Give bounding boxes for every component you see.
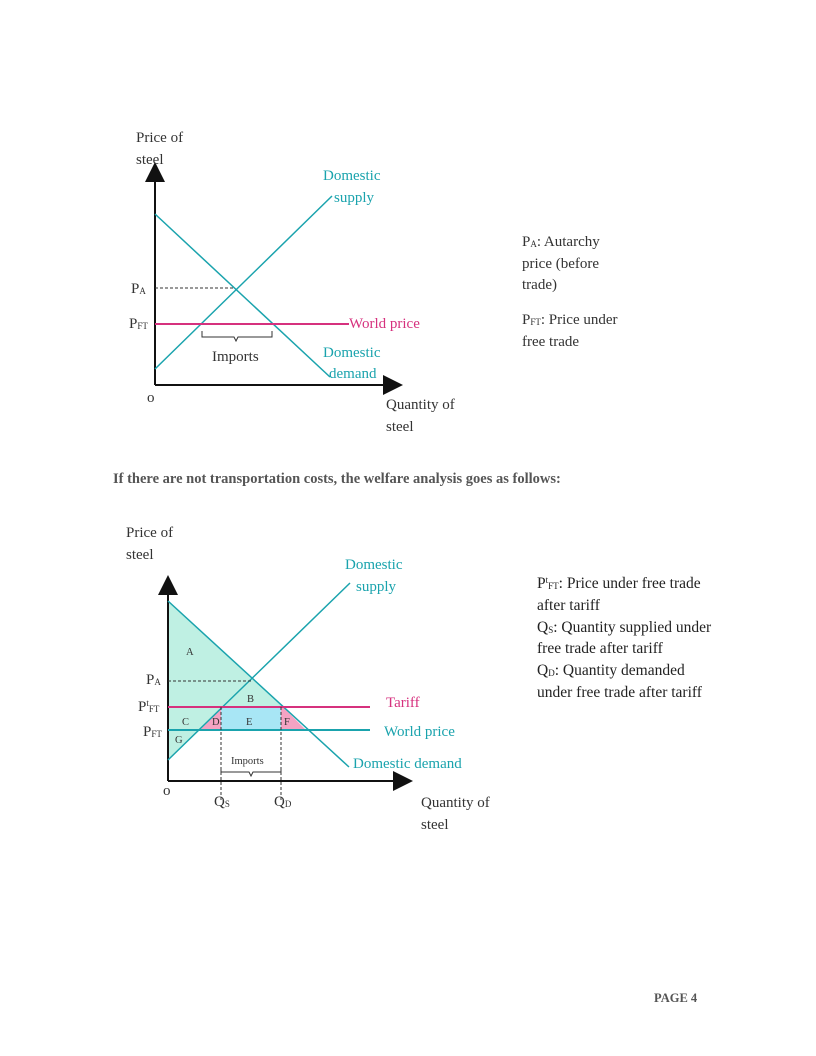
world-price-label-2: World price bbox=[384, 724, 455, 740]
imports-label: Imports bbox=[212, 349, 259, 365]
area-d-label: D bbox=[212, 717, 220, 728]
area-g-label: G bbox=[175, 735, 183, 746]
pa-label-2: PA bbox=[146, 672, 161, 688]
demand-label-2: demand bbox=[329, 366, 377, 382]
supply-label-2: supply bbox=[334, 190, 375, 206]
y-axis-label-2-1: Price of bbox=[126, 525, 174, 541]
note-pa-line1: PA: Autarchy bbox=[522, 234, 600, 250]
note-qd-line2: under free trade after tariff bbox=[537, 684, 702, 701]
supply-label-1: Domestic bbox=[323, 168, 381, 184]
note-pft-line1: PFT: Price under bbox=[522, 312, 618, 328]
pa-label: PA bbox=[131, 281, 146, 297]
y-axis-label-2: steel bbox=[136, 152, 164, 168]
area-e-label: E bbox=[246, 717, 253, 728]
area-b-label: B bbox=[247, 694, 255, 705]
note-pa-line3: trade) bbox=[522, 277, 557, 293]
note-ptft-line1: $P^tFT$: Price under free trade bbox=[537, 575, 701, 592]
page-number: PAGE 4 bbox=[654, 991, 698, 1005]
area-c-label: C bbox=[182, 717, 190, 728]
origin-label: o bbox=[147, 390, 155, 406]
note-qs-line2: free trade after tariff bbox=[537, 640, 663, 657]
supply-label-2-1: Domestic bbox=[345, 557, 403, 573]
note-pa-line2: price (before bbox=[522, 256, 600, 272]
pft-label: PFT bbox=[129, 316, 148, 332]
y-axis-label-2-2: steel bbox=[126, 547, 154, 563]
note-qs-line1: QS: Quantity supplied under bbox=[537, 619, 712, 636]
demand-label-1: Domestic bbox=[323, 345, 381, 361]
qd-label: QD bbox=[274, 794, 292, 810]
note-ptft-line2: after tariff bbox=[537, 597, 600, 614]
supply-label-2-2: supply bbox=[356, 579, 397, 595]
x-axis-label-2-2: steel bbox=[421, 817, 449, 833]
area-a-label: A bbox=[186, 647, 194, 658]
origin-label-2: o bbox=[163, 783, 171, 799]
ptft-label: $P^tFT$ bbox=[138, 698, 160, 715]
note-qd-line1: QD: Quantity demanded bbox=[537, 662, 685, 679]
qs-label: QS bbox=[214, 794, 230, 810]
note-pft-line2: free trade bbox=[522, 334, 580, 350]
imports-label-2: Imports bbox=[231, 756, 264, 767]
tariff-label: Tariff bbox=[386, 695, 420, 711]
area-f-label: F bbox=[284, 717, 290, 728]
world-price-label: World price bbox=[349, 316, 420, 332]
demand-label-2: Domestic demand bbox=[353, 756, 462, 772]
x-axis-label-2-1: Quantity of bbox=[421, 795, 490, 811]
body-paragraph: If there are not transportation costs, the welfare analysis goes as follows: bbox=[113, 471, 561, 487]
x-axis-label-1: Quantity of bbox=[386, 397, 455, 413]
pft-label-2: PFT bbox=[143, 724, 162, 740]
y-axis-label-1: Price of bbox=[136, 130, 184, 146]
x-axis-label-2: steel bbox=[386, 419, 414, 435]
